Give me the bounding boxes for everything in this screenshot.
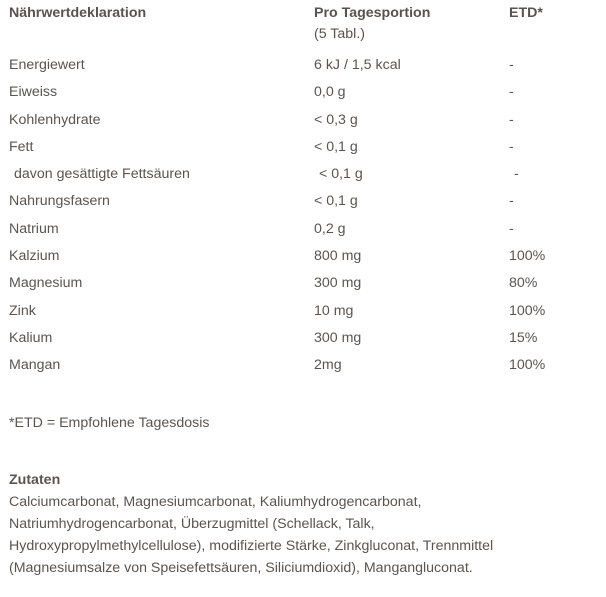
table-row [9,329,599,356]
table-row [9,356,599,383]
nutrient-etd: 100% [509,357,546,374]
nutrition-table [9,4,599,384]
nutrient-value: < 0,3 g [314,111,358,128]
table-row [9,274,599,301]
header-value-sub: (5 Tabl.) [314,26,365,42]
table-row [9,165,599,192]
nutrient-value: 0,2 g [314,220,346,237]
nutrient-name: Kalium [9,329,53,346]
nutrient-etd: 100% [509,248,546,265]
nutrient-name: davon gesättigte Fettsäuren [14,166,190,183]
nutrient-value: 10 mg [314,302,354,319]
nutrient-etd: 80% [509,275,538,292]
ingredients-text [9,491,599,579]
nutrient-value: 300 mg [314,329,362,346]
table-row [9,247,599,274]
etd-footnote: *ETD = Empfohlene Tagesdosis [9,415,210,431]
nutrient-value: 800 mg [314,248,362,265]
nutrient-name: Nahrungsfasern [9,193,110,210]
table-row [9,83,599,110]
header-value-label: Pro Tagesportion [314,5,431,21]
header-etd: ETD* [509,5,543,21]
nutrient-value: 6 kJ / 1,5 kcal [314,57,401,73]
nutrient-name: Natrium [9,220,59,237]
nutrient-name: Zink [9,302,36,319]
ingredients-line: (Magnesiumsalze von Speisefettsäuren, Siliciumdioxid), Mangangluconat. [9,560,473,576]
table-row [9,220,599,247]
nutrient-etd: - [509,57,514,73]
header-name: Nährwertdeklaration [9,5,147,21]
table-row [9,111,599,138]
ingredients-line: Hydroxypropylmethylcellulose), modifizierte Stärke, Zinkgluconat, Trennmittel [9,538,494,554]
table-row [9,192,599,219]
nutrient-name: Kohlenhydrate [9,111,101,128]
ingredients-section [9,469,599,579]
nutrient-etd: 15% [509,329,538,346]
nutrient-value: 0,0 g [314,84,346,101]
ingredients-line: Calciumcarbonat, Magnesiumcarbonat, Kaliumhydrogencarbonat, [9,494,422,510]
ingredients-line: Natriumhydrogencarbonat, Überzugmittel (Schellack, Talk, [9,516,375,532]
nutrient-etd: - [509,138,514,155]
nutrient-value: < 0,1 g [319,166,363,183]
nutrient-value: 300 mg [314,275,362,292]
nutrition-table-header [9,4,599,56]
nutrient-etd: - [514,166,519,183]
header-value [314,4,509,43]
nutrient-name: Energiewert [9,57,85,73]
nutrient-etd: - [509,220,514,237]
table-row [9,56,599,83]
nutrient-etd: 100% [509,302,546,319]
nutrient-name: Magnesium [9,275,83,292]
nutrient-etd: - [509,84,514,101]
nutrient-value: 2mg [314,357,342,374]
nutrient-value: < 0,1 g [314,138,358,155]
nutrient-value: < 0,1 g [314,193,358,210]
ingredients-title: Zutaten [9,472,61,488]
nutrient-name: Eiweiss [9,84,58,101]
nutrient-name: Mangan [9,357,61,374]
table-row [9,302,599,329]
nutrient-etd: - [509,193,514,210]
nutrient-name: Kalzium [9,248,60,265]
nutrient-etd: - [509,111,514,128]
nutrient-name: Fett [9,138,34,155]
table-row [9,138,599,165]
